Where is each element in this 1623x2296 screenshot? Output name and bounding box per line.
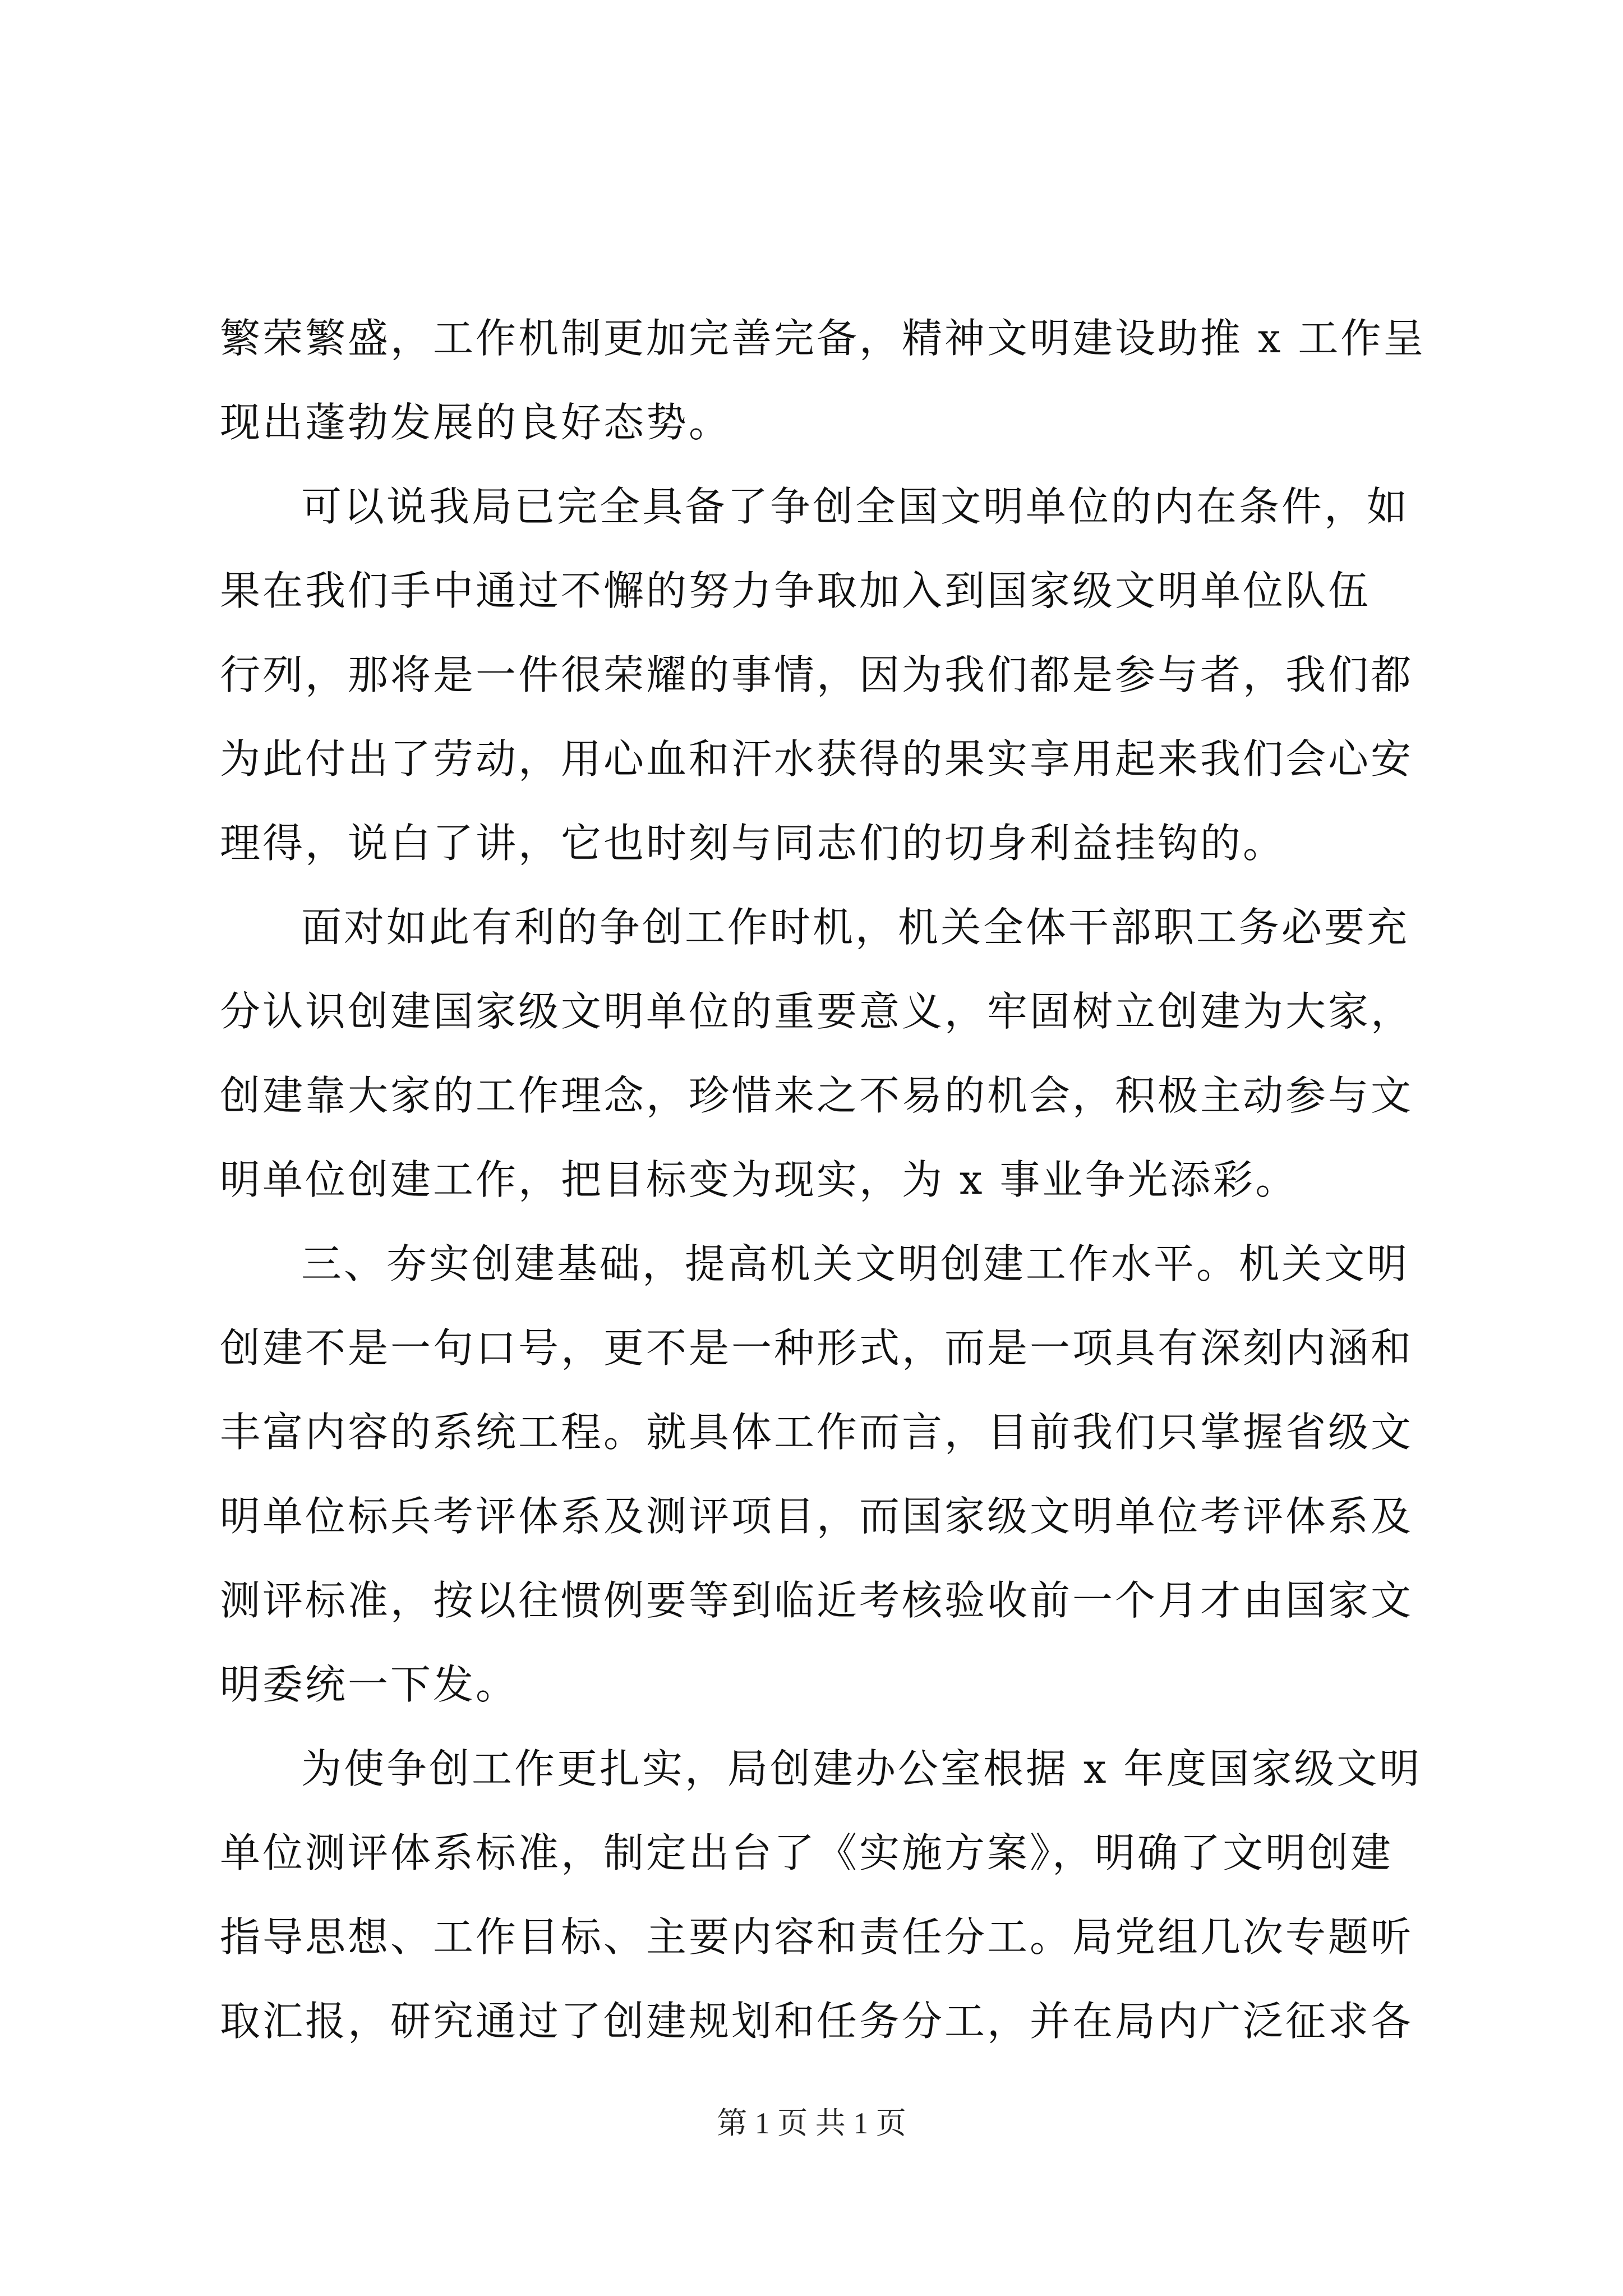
text-line: 指导思想、工作目标、主要内容和责任分工。局党组几次专题听	[220, 1913, 1414, 1961]
text-line: 丰富内容的系统工程。就具体工作而言，目前我们只掌握省级文	[220, 1409, 1414, 1456]
paragraph-first-line: 面对如此有利的争创工作时机，机关全体干部职工务必要充	[301, 904, 1410, 951]
text-line: 创建靠大家的工作理念，珍惜来之不易的机会，积极主动参与文	[220, 1072, 1414, 1119]
text-line: 行列，那将是一件很荣耀的事情，因为我们都是参与者，我们都	[220, 651, 1414, 698]
text-line: 分认识创建国家级文明单位的重要意义，牢固树立创建为大家，	[220, 988, 1414, 1035]
text-line: 单位测评体系标准，制定出台了《实施方案》，明确了文明创建	[220, 1829, 1394, 1876]
text-line: 创建不是一句口号，更不是一种形式，而是一项具有深刻内涵和	[220, 1324, 1414, 1372]
document-body	[220, 296, 1426, 2063]
paragraph-first-line: 三、夯实创建基础，提高机关文明创建工作水平。机关文明	[301, 1240, 1410, 1287]
paragraph-first-line: 为使争创工作更扎实，局创建办公室根据 x 年度国家级文明	[301, 1745, 1422, 1792]
text-line: 果在我们手中通过不懈的努力争取加入到国家级文明单位队伍	[220, 567, 1371, 614]
text-line: 明委统一下发。	[220, 1661, 519, 1708]
text-line: 测评标准，按以往惯例要等到临近考核验收前一个月才由国家文	[220, 1577, 1414, 1624]
text-line: 取汇报，研究通过了创建规划和任务分工，并在局内广泛征求各	[220, 1998, 1414, 2045]
text-line: 繁荣繁盛，工作机制更加完善完备，精神文明建设助推 x 工作呈	[220, 315, 1426, 362]
text-line: 为此付出了劳动，用心血和汗水获得的果实享用起来我们会心安	[220, 735, 1414, 783]
text-line: 明单位标兵考评体系及测评项目，而国家级文明单位考评体系及	[220, 1493, 1414, 1540]
text-line: 理得，说白了讲，它也时刻与同志们的切身利益挂钩的。	[220, 820, 1286, 867]
text-line: 现出蓬勃发展的良好态势。	[220, 399, 732, 446]
paragraph-first-line: 可以说我局已完全具备了争创全国文明单位的内在条件，如	[301, 483, 1410, 530]
page-number-footer: 第 1 页 共 1 页	[717, 2106, 906, 2140]
text-line: 明单位创建工作，把目标变为现实，为 x 事业争光添彩。	[220, 1156, 1298, 1203]
